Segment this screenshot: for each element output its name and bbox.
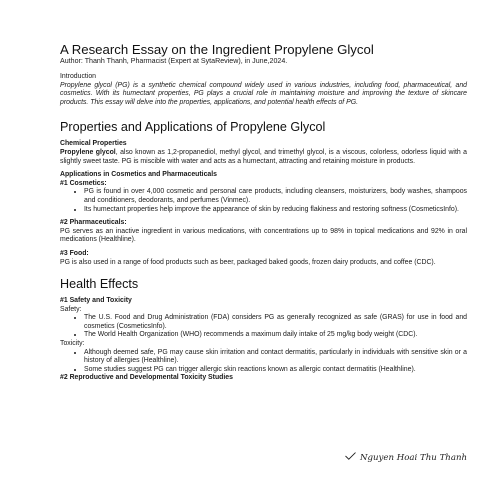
safety-toxicity-label: #1 Safety and Toxicity [60, 297, 132, 305]
reproductive-toxicity-label: #2 Reproductive and Developmental Toxicity Studies [60, 374, 233, 382]
toxicity-list [60, 349, 467, 375]
check-icon [345, 452, 356, 463]
author-line: Author: Thanh Thanh, Pharmacist (Expert at SytaReview), in June,2024. [60, 57, 288, 65]
intro-text: Propylene glycol (PG) is a synthetic chemical compound widely used in various industries, including food, pharmaceutical, and cosmetics. With its humectant properties, PG plays a crucial role in maintaining moisture and improving the texture of skincare products. This essay will delve into the properties, applications, and potential health effects of PG. [60, 81, 467, 106]
pharmaceuticals-label: #2 Pharmaceuticals: [60, 219, 127, 227]
chemical-properties-text [60, 149, 467, 166]
list-item: • The U.S. Food and Drug Administration (FDA) considers PG as generally recognized as safe (GRAS) for use in food and cosmetics (CosmeticsInfo). [84, 314, 467, 331]
chemical-description: , also known as 1,2-propanediol, methyl glycol, and trimethyl glycol, is a viscous, colorless, odorless liquid with a slightly sweet taste. PG is miscible with water and acts as a humectant, attracting and retaining moisture in products. [60, 148, 467, 165]
list-item: • Some studies suggest PG can trigger allergic skin reactions known as allergic contact dermatitis (Healthline). [84, 366, 467, 375]
safety-sublabel: Safety: [60, 305, 82, 313]
safety-list [60, 314, 467, 340]
cosmetics-list [60, 188, 467, 214]
list-item: • The World Health Organization (WHO) recommends a maximum daily intake of 25 mg/kg body weight (CDC). [84, 331, 467, 340]
toxicity-sublabel: Toxicity: [60, 340, 85, 348]
list-item: • Its humectant properties help improve the appearance of skin by reducing flakiness and restoring softness (CosmeticsInfo). [84, 206, 467, 215]
food-text: PG is also used in a range of food products such as beer, packaged baked goods, frozen dairy products, and coffee (CDC). [60, 258, 436, 266]
applications-label: Applications in Cosmetics and Pharmaceuticals [60, 171, 218, 179]
cosmetics-label: #1 Cosmetics: [60, 179, 107, 187]
properties-heading: Properties and Applications of Propylene Glycol [60, 120, 326, 135]
list-item: • PG is found in over 4,000 cosmetic and personal care products, including cleansers, moisturizers, body washes, shampoos and conditioners, deodorants, and perfumes (Vinmec). [84, 188, 467, 205]
chemical-properties-label: Chemical Properties [60, 140, 127, 148]
list-item: • Although deemed safe, PG may cause skin irritation and contact dermatitis, particularly in individuals with sensitive skin or a history of allergies (Healthline). [84, 349, 467, 366]
signature-name: Nguyen Hoai Thu Thanh [360, 453, 468, 463]
page-title: A Research Essay on the Ingredient Propylene Glycol [60, 42, 374, 57]
pharmaceuticals-text: PG serves as an inactive ingredient in various medications, with concentrations up to 98% in topical medications and 92% in oral medications (Healthline). [60, 227, 467, 244]
food-label: #3 Food: [60, 249, 89, 257]
intro-label: Introduction [60, 73, 97, 80]
chemical-name: Propylene glycol [60, 148, 116, 156]
signature [345, 452, 467, 463]
health-effects-heading: Health Effects [60, 277, 139, 292]
